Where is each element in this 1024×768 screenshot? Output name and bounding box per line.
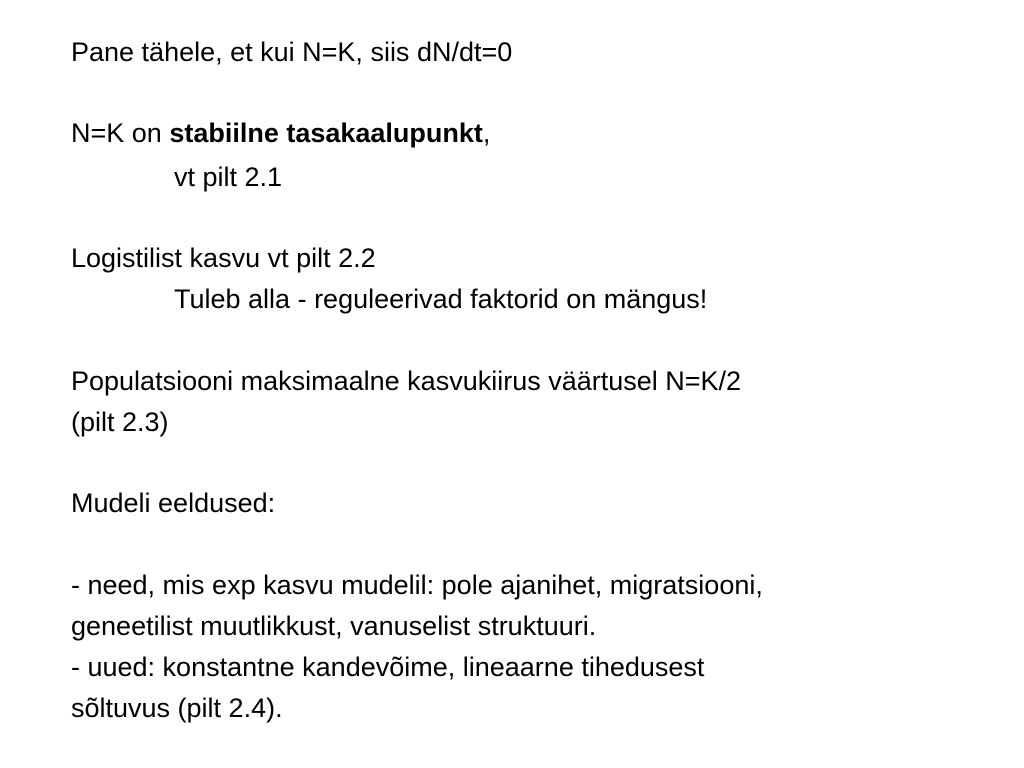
assumption-item-1: - need, mis exp kasvu mudelil: pole ajanihet, migratsiooni, (71, 570, 763, 600)
figure-reference-2-3: (pilt 2.3) (71, 407, 169, 437)
stable-equilibrium-term: stabiilne tasakaalupunkt (169, 118, 483, 148)
assumption-item-2-continued: sõltuvus (pilt 2.4). (71, 693, 283, 723)
max-growth-rate-text: Populatsiooni maksimaalne kasvukiirus väärtusel N=K/2 (71, 366, 742, 396)
equilibrium-condition-text: Pane tähele, et kui N=K, siis dN/dt=0 (71, 37, 513, 67)
model-assumptions-heading: Mudeli eeldused: (71, 488, 276, 518)
stable-equilibrium-suffix: , (482, 118, 491, 148)
logistic-growth-text: Logistilist kasvu vt pilt 2.2 (71, 243, 376, 273)
stable-equilibrium-line (71, 117, 490, 149)
assumption-item-2: - uued: konstantne kandevõime, lineaarne tihedusest (71, 652, 705, 682)
stable-equilibrium-prefix: N=K on (71, 118, 170, 148)
regulating-factors-text: Tuleb alla - reguleerivad faktorid on mängus! (174, 284, 708, 314)
figure-reference-2-1: vt pilt 2.1 (174, 162, 283, 192)
assumption-item-1-continued: geneetilist muutlikkust, vanuselist struktuuri. (71, 611, 597, 641)
